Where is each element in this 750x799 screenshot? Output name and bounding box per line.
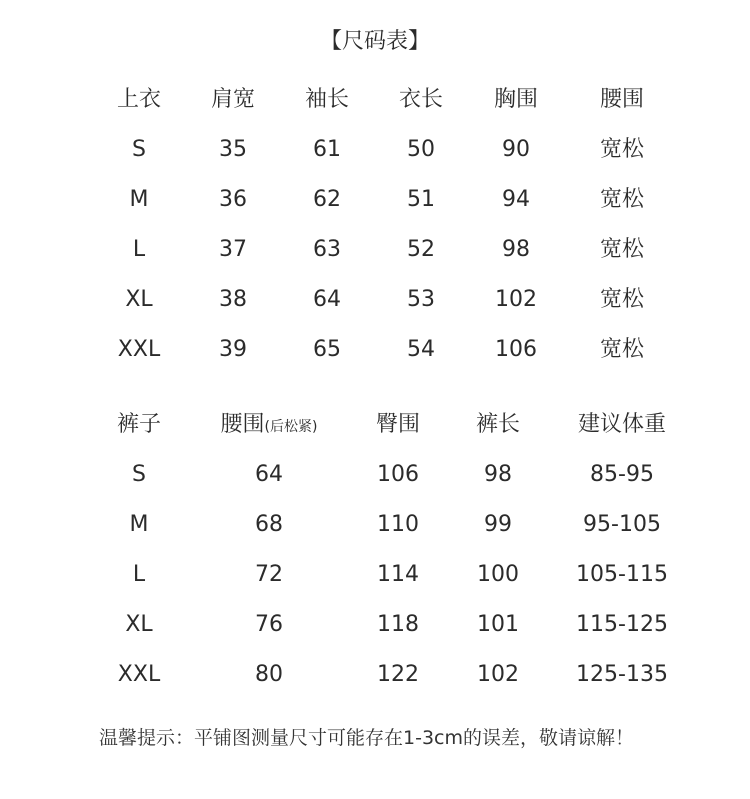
size-label: S <box>132 462 146 487</box>
pants-header-garment: 裤子 <box>116 412 162 437</box>
table-cell: 100 <box>477 562 519 587</box>
table-cell: 98 <box>484 462 512 487</box>
table-cell: 94 <box>502 187 530 212</box>
table-cell: 105-115 <box>576 562 668 587</box>
pants-header-waist-note: (后松紧) <box>264 419 318 435</box>
size-label: L <box>132 237 146 262</box>
table-cell: 125-135 <box>576 662 668 687</box>
table-row <box>0 557 750 593</box>
table-cell: 72 <box>255 562 283 587</box>
table-cell: 52 <box>407 237 435 262</box>
pants-header-length: 裤长 <box>475 412 521 437</box>
table-cell: 63 <box>313 237 341 262</box>
top-header-length: 衣长 <box>398 87 444 112</box>
table-cell: 65 <box>313 337 341 362</box>
table-cell: 106 <box>377 462 419 487</box>
size-label: M <box>129 512 149 537</box>
top-table-header-row <box>0 82 750 118</box>
table-cell: 61 <box>313 137 341 162</box>
pants-table-header-row <box>0 407 750 443</box>
table-cell: 54 <box>407 337 435 362</box>
table-cell: 62 <box>313 187 341 212</box>
page-title: 【尺码表】 <box>319 29 430 54</box>
table-cell: 102 <box>477 662 519 687</box>
size-label: XL <box>125 287 153 312</box>
table-row <box>0 607 750 643</box>
table-cell: 53 <box>407 287 435 312</box>
size-label: XXL <box>117 662 161 687</box>
table-cell: 37 <box>219 237 247 262</box>
table-cell: 39 <box>219 337 247 362</box>
table-cell: 宽松 <box>599 137 645 162</box>
table-cell: 95-105 <box>583 512 661 537</box>
top-header-garment: 上衣 <box>116 87 162 112</box>
table-cell: 85-95 <box>590 462 654 487</box>
table-cell: 宽松 <box>599 337 645 362</box>
top-header-chest: 胸围 <box>493 87 539 112</box>
size-label: S <box>132 137 146 162</box>
pants-header-waist-label: 腰围 <box>220 412 265 437</box>
size-label: XXL <box>117 337 161 362</box>
size-label: M <box>129 187 149 212</box>
table-cell: 51 <box>407 187 435 212</box>
table-cell: 99 <box>484 512 512 537</box>
table-cell: 宽松 <box>599 287 645 312</box>
table-row <box>0 182 750 218</box>
table-cell: 101 <box>477 612 519 637</box>
table-row <box>0 507 750 543</box>
table-cell: 90 <box>502 137 530 162</box>
table-row <box>0 282 750 318</box>
table-cell: 114 <box>377 562 419 587</box>
pants-header-weight: 建议体重 <box>577 412 667 437</box>
table-cell: 110 <box>377 512 419 537</box>
top-header-sleeve: 袖长 <box>304 87 350 112</box>
table-cell: 35 <box>219 137 247 162</box>
table-row <box>0 657 750 693</box>
table-cell: 80 <box>255 662 283 687</box>
table-cell: 106 <box>495 337 537 362</box>
table-cell: 102 <box>495 287 537 312</box>
measurement-tip: 温馨提示：平铺图测量尺寸可能存在1-3cm的误差，敬请谅解！ <box>99 727 634 749</box>
table-cell: 76 <box>255 612 283 637</box>
pants-header-waist <box>221 407 318 443</box>
table-cell: 68 <box>255 512 283 537</box>
table-row <box>0 232 750 268</box>
table-row <box>0 132 750 168</box>
table-cell: 50 <box>407 137 435 162</box>
size-label: XL <box>125 612 153 637</box>
table-cell: 118 <box>377 612 419 637</box>
top-header-shoulder: 肩宽 <box>210 87 256 112</box>
table-cell: 64 <box>255 462 283 487</box>
table-cell: 36 <box>219 187 247 212</box>
table-cell: 64 <box>313 287 341 312</box>
size-label: L <box>132 562 146 587</box>
table-cell: 115-125 <box>576 612 668 637</box>
table-cell: 122 <box>377 662 419 687</box>
table-row <box>0 332 750 368</box>
pants-header-hip: 臀围 <box>375 412 421 437</box>
top-header-waist: 腰围 <box>599 87 645 112</box>
table-row <box>0 457 750 493</box>
table-cell: 98 <box>502 237 530 262</box>
table-cell: 宽松 <box>599 237 645 262</box>
table-cell: 38 <box>219 287 247 312</box>
table-cell: 宽松 <box>599 187 645 212</box>
